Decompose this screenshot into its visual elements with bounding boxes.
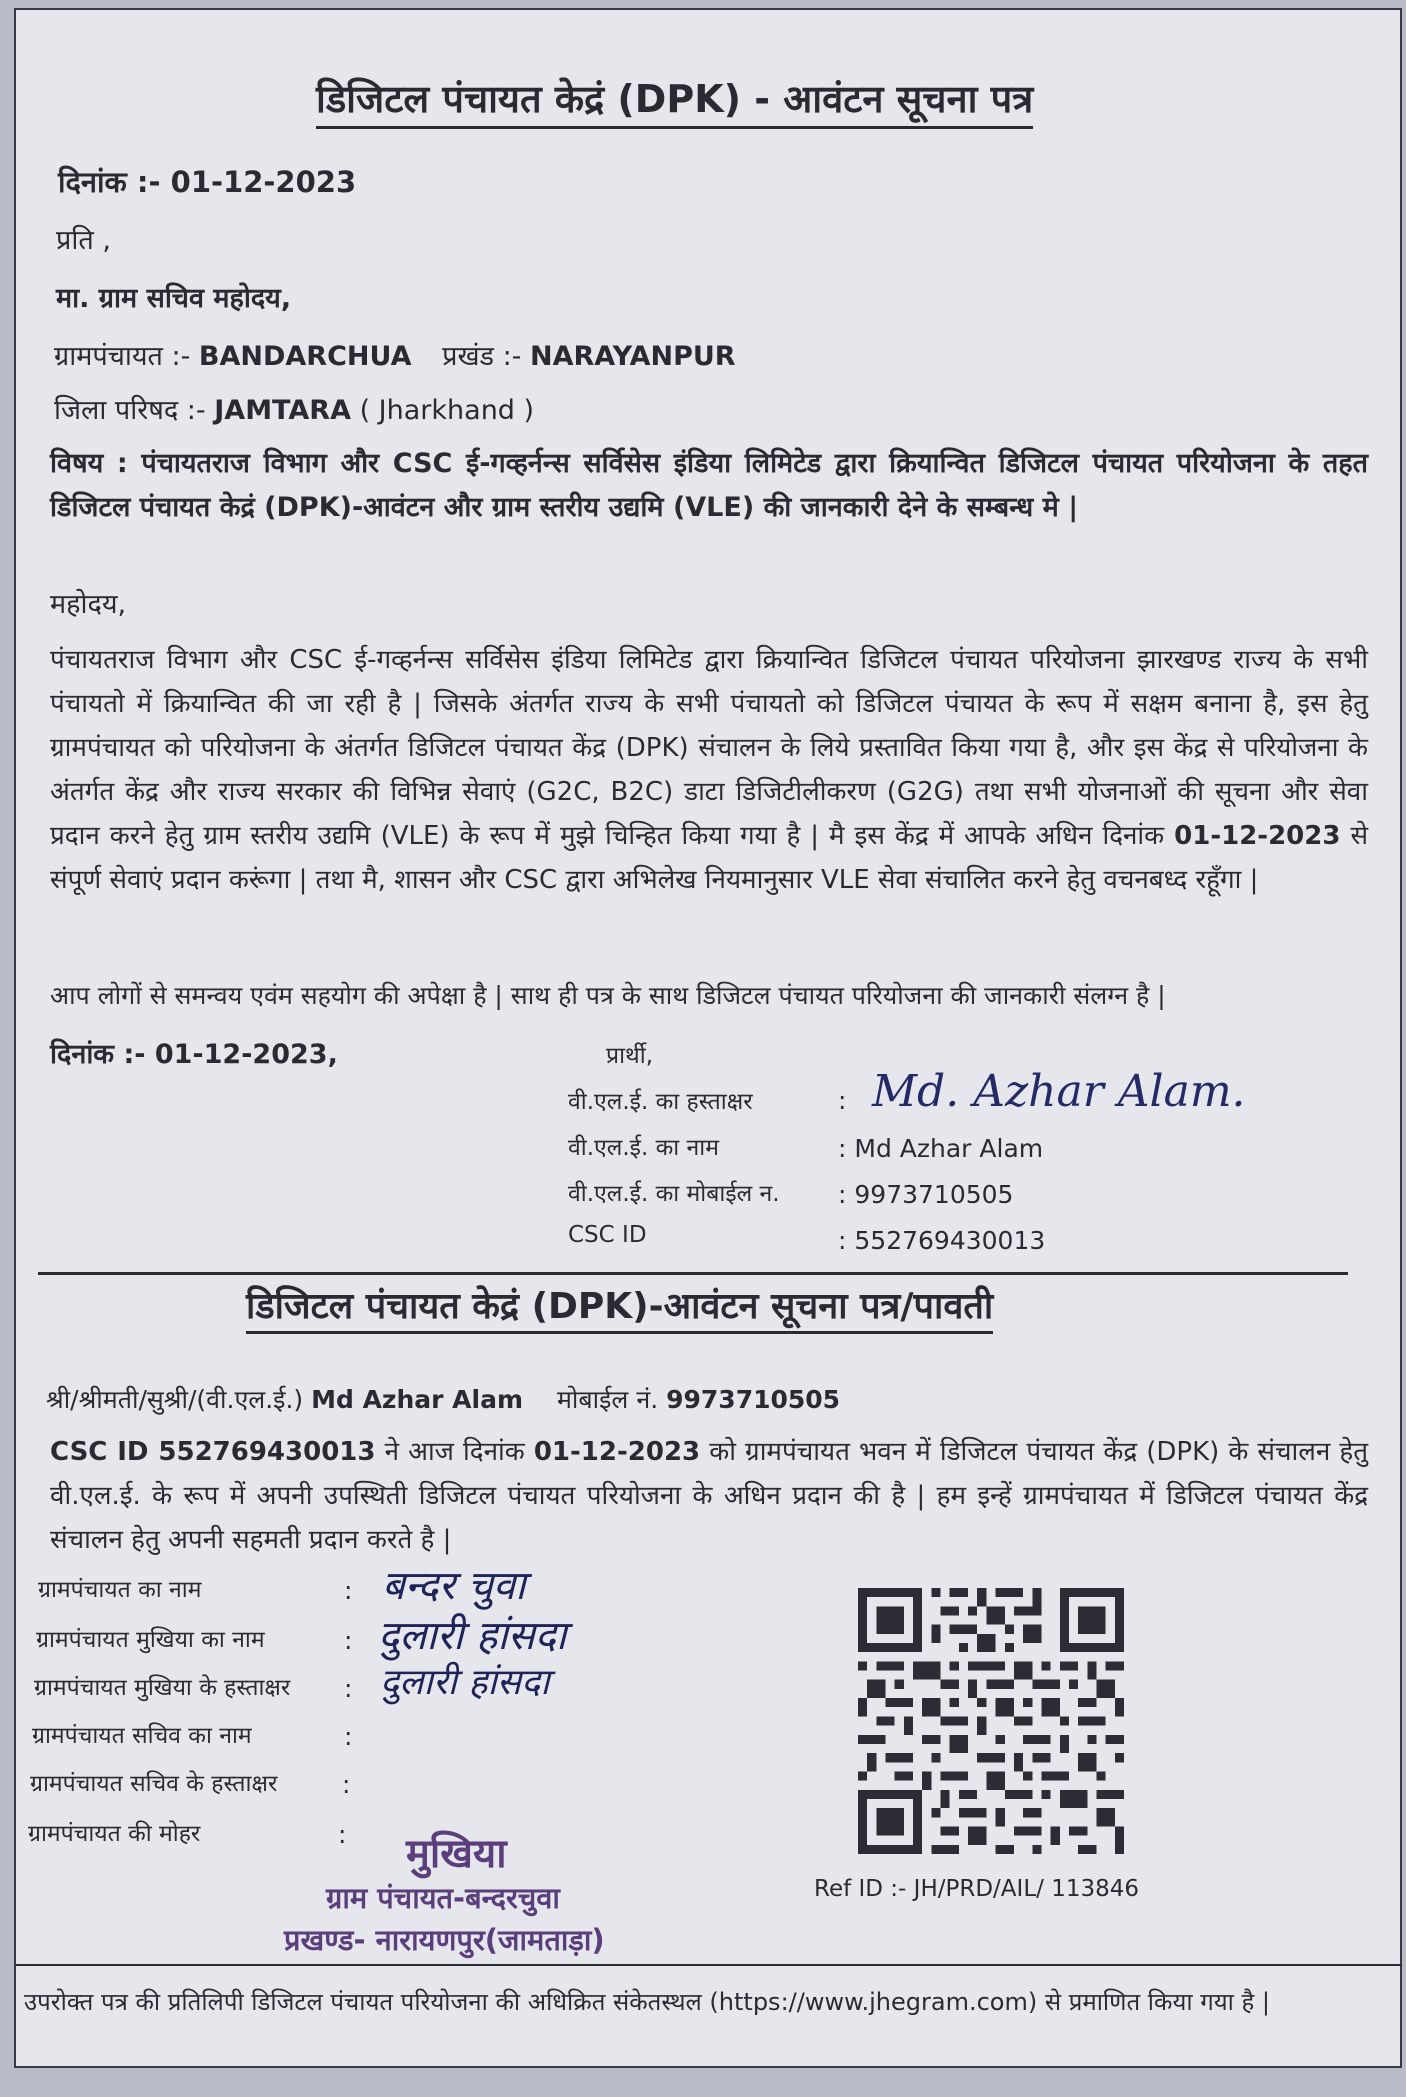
- vle-mobile: : 9973710505: [838, 1180, 1014, 1209]
- csc-id: : 552769430013: [838, 1226, 1046, 1255]
- field-label-panchayat-name: ग्रामपंचायत का नाम: [38, 1577, 202, 1603]
- footer-note: उपरोक्त पत्र की प्रतिलिपी डिजिटल पंचायत परियोजना की अधिक्रित संकेतस्थल (https://www.jhegram.com) से प्रमाणित किया गया है |: [24, 1988, 1270, 2016]
- stamp-panchayat: ग्राम पंचायत-बन्दरचुवा: [326, 1881, 560, 1915]
- receipt-title: डिजिटल पंचायत केद्रं (DPK)-आवंटन सूचना पत्र/पावती: [246, 1280, 993, 1334]
- field-label-mukhiya-signature: ग्रामपंचायत मुखिया के हस्ताक्षर: [34, 1675, 291, 1701]
- section-divider: [38, 1272, 1348, 1275]
- applicant-label: प्रार्थी,: [606, 1043, 654, 1069]
- field-label-mukhiya-name: ग्रामपंचायत मुखिया का नाम: [36, 1627, 265, 1653]
- notice-sheet: [14, 8, 1402, 2068]
- field-label-secretary-signature: ग्रामपंचायत सचिव के हस्ताक्षर: [30, 1771, 278, 1797]
- stamp-block: प्रखण्ड- नारायणपुर(जामताड़ा): [284, 1923, 605, 1957]
- vle-signature-label: वी.एल.ई. का हस्ताक्षर: [568, 1089, 753, 1115]
- panchayat-line: ग्रामपंचायत :- BANDARCHUA प्रखंड :- NARAYANPUR: [54, 341, 736, 372]
- panchayat-name: BANDARCHUA: [198, 341, 412, 372]
- vle-name: : Md Azhar Alam: [838, 1134, 1044, 1163]
- colon: :: [344, 1576, 353, 1605]
- receipt-body: CSC ID 552769430013 ने आज दिनांक 01-12-2023 को ग्रामपंचायत भवन में डिजिटल पंचायत केंद्र (DPK) के संचालन हेतु वी.एल.ई. के रूप में अपनी उपस्थिती डिजिटल पंचायत परियोजना के अधिन प्रदान की है | हम इन्हें ग्रामपंचायत में डिजिटल पंचायत केंद्र संचालन हेतु अपनी सहमती प्रदान करते है |: [50, 1437, 1369, 1555]
- vle-identity-line: श्री/श्रीमती/सुश्री/(वी.एल.ई.) Md Azhar Alam मोबाईल नं. 9973710505: [46, 1385, 841, 1414]
- reference-id: Ref ID :- JH/PRD/AIL/ 113846: [814, 1876, 1139, 1902]
- service-start-date: 01-12-2023: [1174, 821, 1341, 851]
- stamp-title: मुखिया: [406, 1831, 507, 1877]
- colon: :: [344, 1674, 353, 1703]
- qr-code: [858, 1588, 1124, 1854]
- addressee: मा. ग्राम सचिव महोदय,: [56, 283, 292, 314]
- recipient-prefix: प्रति ,: [56, 225, 111, 256]
- header-date: दिनांक :- 01-12-2023: [58, 165, 357, 199]
- closing-line: आप लोगों से समन्वय एवंम सहयोग की अपेक्षा है | साथ ही पत्र के साथ डिजिटल पंचायत परियोजना की जानकारी संलग्न है |: [50, 981, 1166, 1010]
- page-title: डिजिटल पंचायत केद्रं (DPK) - आवंटन सूचना पत्र: [316, 72, 1033, 129]
- salutation: महोदय,: [50, 589, 127, 620]
- colon: :: [344, 1626, 353, 1655]
- subject: विषय : पंचायतराज विभाग और CSC ई-गव्हर्नन्स सर्विसेस इंडिया लिमिटेड द्वारा क्रियान्वित डिजिटल पंचायत परियोजना के तहत डिजिटल पंचायत केद्रं (DPK)-आवंटन और ग्राम स्तरीय उद्यमि (VLE) की जानकारी देने के सम्बन्ध मे |: [50, 448, 1368, 523]
- panchayat-name-handwritten: बन्दर चुवा: [382, 1563, 526, 1609]
- footer-divider: [16, 1964, 1402, 1966]
- letter-body: पंचायतराज विभाग और CSC ई-गव्हर्नन्स सर्विसेस इंडिया लिमिटेड द्वारा क्रियान्वित डिजिटल पंचायत परियोजना झारखण्ड राज्य के सभी पंचायतो में क्रियान्वित की जा रही है | जिसके अंतर्गत राज्य के सभी पंचायतो को डिजिटल पंचायत के रूप में सक्षम बनाना है, इस हेतु ग्रामपंचायत को परियोजना के अंतर्गत डिजिटल पंचायत केंद्र (DPK) संचालन के लिये प्रस्तावित किया गया है, और इस केंद्र से परियोजना के अंतर्गत केंद्र और राज्य सरकार की विभिन्न सेवाएं (G2C, B2C) डाटा डिजिटीलीकरण (G2G) तथा सभी योजनाओं की सूचना और सेवा प्रदान करने हेतु ग्राम स्तरीय उद्यमि (VLE) के रूप में मुझे चिन्हित किया गया है | मै इस केंद्र में आपके अधिन दिनांक 01-12-2023 से संपूर्ण सेवाएं प्रदान करूंगा | तथा मै, शासन और CSC द्वारा अभिलेख नियमानुसार VLE सेवा संचालित करने हेतु वचनबध्द रहूँगा |: [50, 645, 1369, 895]
- colon: :: [344, 1722, 353, 1751]
- sign-date: दिनांक :- 01-12-2023,: [50, 1039, 338, 1070]
- vle-mobile-label: वी.एल.ई. का मोबाईल न.: [568, 1181, 780, 1207]
- colon: :: [342, 1770, 351, 1799]
- colon: :: [838, 1086, 847, 1115]
- district-line: जिला परिषद :- JAMTARA ( Jharkhand ): [54, 395, 535, 426]
- mukhiya-signature: दुलारी हांसदा: [380, 1662, 550, 1703]
- field-label-secretary-name: ग्रामपंचायत सचिव का नाम: [32, 1723, 252, 1749]
- field-label-panchayat-seal: ग्रामपंचायत की मोहर: [28, 1821, 201, 1847]
- colon: :: [338, 1820, 347, 1849]
- csc-id-label: CSC ID: [568, 1222, 647, 1248]
- district-name: JAMTARA: [214, 395, 351, 426]
- block-name: NARAYANPUR: [530, 341, 736, 372]
- mukhiya-name-handwritten: दुलारी हांसदा: [378, 1613, 567, 1659]
- vle-name-label: वी.एल.ई. का नाम: [568, 1135, 720, 1161]
- vle-signature: Md. Azhar Alam.: [872, 1066, 1246, 1117]
